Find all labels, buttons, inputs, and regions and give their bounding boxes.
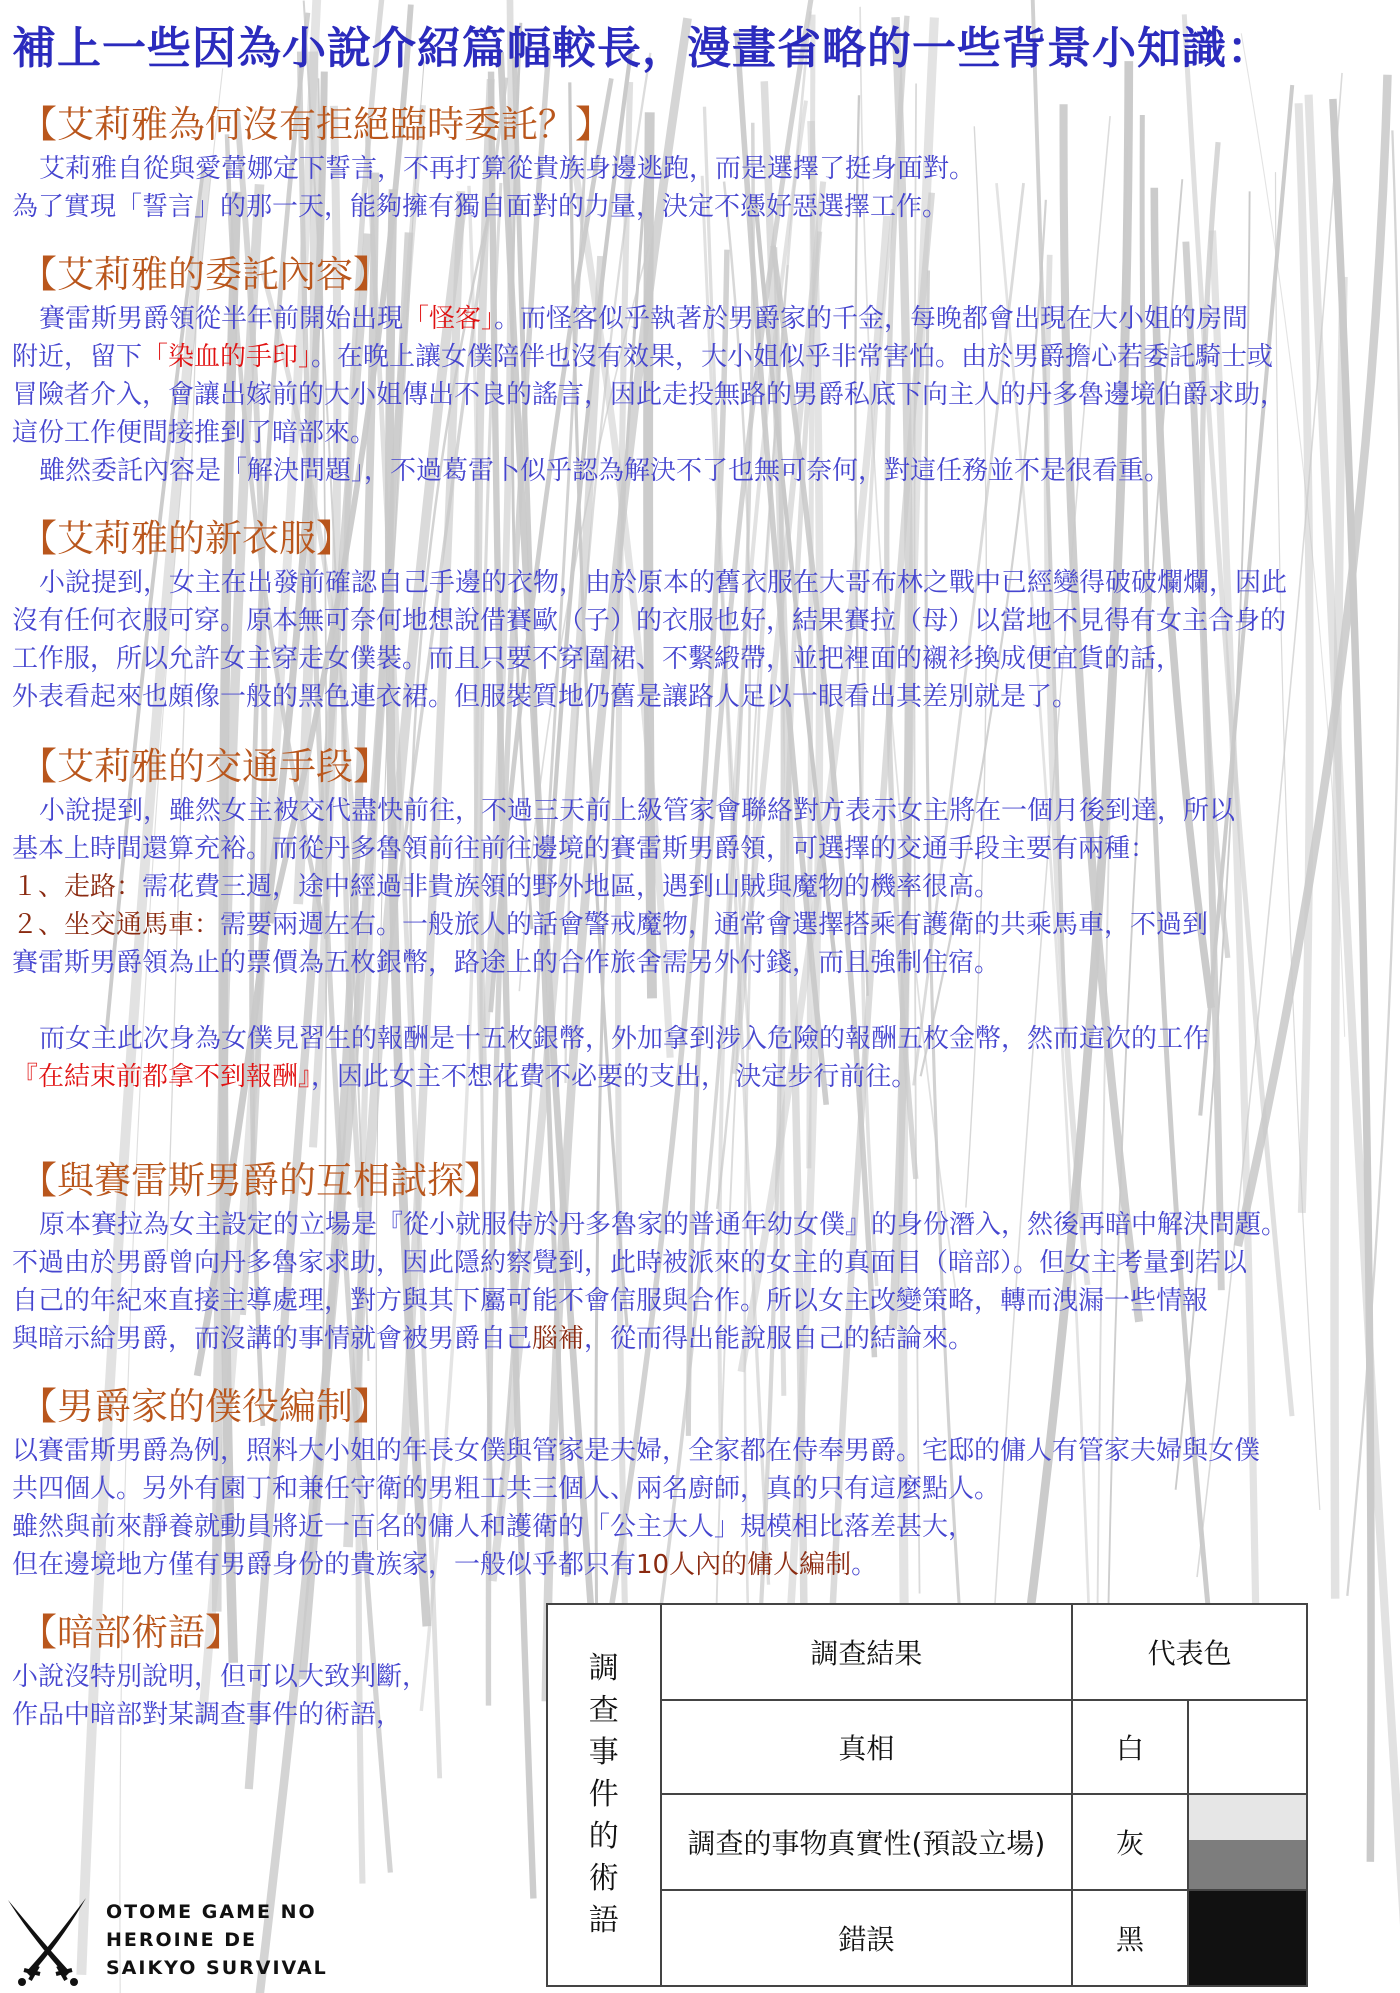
highlighted-text: 「染血的手印」 bbox=[142, 342, 312, 372]
highlighted-text: 『在結束前都拿不到報酬』 bbox=[12, 1062, 312, 1092]
body-text: 。 bbox=[851, 1550, 878, 1580]
logo-line: HEROINE DE bbox=[106, 1929, 257, 1951]
paragraph-line bbox=[12, 830, 1235, 868]
body-text: 原本賽拉為女主設定的立場是『從小就服侍於丹多魯家的普通年幼女僕』的身份潛入，然後再暗中解決問題。 bbox=[39, 1210, 1288, 1240]
series-logo bbox=[4, 1896, 334, 1988]
body-text: 賽雷斯男爵領為止的票價為五枚銀幣，路途上的合作旅舍需另外付錢，而且強制住宿。 bbox=[12, 948, 1001, 978]
body-text: ，因此女主不想花費不必要的支出， 決定步行前往。 bbox=[311, 1062, 918, 1092]
paragraph-line bbox=[12, 1546, 1260, 1584]
body-text: 沒有任何衣服可穿。原本無可奈何地想說借賽歐（子）的衣服也好，結果賽拉（母）以當地不見得有女主合身的 bbox=[12, 606, 1287, 636]
body-text: 小說沒特別說明，但可以大致判斷， bbox=[12, 1662, 429, 1692]
body-text: 附近，留下 bbox=[12, 342, 143, 372]
side-char: 件 bbox=[588, 1777, 619, 1812]
paragraph-line bbox=[12, 338, 1286, 376]
section bbox=[12, 514, 1287, 716]
body-text: 但在邊境地方僅有男爵身份的貴族家，一般似乎都只有 bbox=[12, 1550, 637, 1580]
side-char: 語 bbox=[588, 1903, 619, 1938]
color-name-cell: 灰 bbox=[1072, 1794, 1187, 1890]
crossed-swords-icon bbox=[4, 1896, 94, 1988]
paragraph-line bbox=[12, 1320, 1287, 1358]
paragraph-line bbox=[12, 1470, 1260, 1508]
paragraph-line bbox=[12, 188, 975, 226]
table-side-label bbox=[547, 1604, 661, 1986]
body-text: 雖然委託內容是「解決問題」，不過葛雷卜似乎認為解決不了也無可奈何，對這任務並不是很看重。 bbox=[39, 456, 1171, 486]
section-heading: 【暗部術語】 bbox=[20, 1611, 242, 1654]
logo-line: SAIKYO SURVIVAL bbox=[106, 1957, 328, 1979]
paragraph-line bbox=[12, 982, 1235, 1020]
paragraph-line bbox=[12, 1244, 1287, 1282]
side-char: 查 bbox=[588, 1693, 619, 1728]
header-result: 調查結果 bbox=[661, 1604, 1073, 1700]
color-swatch bbox=[1188, 1794, 1307, 1890]
highlighted-text: 腦補 bbox=[532, 1324, 585, 1354]
body-text: 艾莉雅自從與愛蕾娜定下誓言，不再打算從貴族身邊逃跑，而是選擇了挺身面對。 bbox=[39, 154, 976, 184]
body-text: 而女主此次身為女僕見習生的報酬是十五枚銀幣，外加拿到涉入危險的報酬五枚金幣，然而這次的工作 bbox=[39, 1024, 1210, 1054]
section-heading: 【男爵家的僕役編制】 bbox=[20, 1385, 390, 1428]
body-text: 以賽雷斯男爵為例，照料大小姐的年長女僕與管家是夫婦，全家都在侍奉男爵。宅邸的傭人有管家夫婦與女僕 bbox=[12, 1436, 1261, 1466]
side-char: 術 bbox=[588, 1861, 619, 1896]
body-text: 為了實現「誓言」的那一天，能夠擁有獨自面對的力量，決定不憑好惡選擇工作。 bbox=[12, 192, 949, 222]
paragraph-line bbox=[12, 1696, 428, 1734]
paragraph-line bbox=[12, 1508, 1260, 1546]
body-text: 冒險者介入，會讓出嫁前的大小姐傳出不良的謠言，因此走投無路的男爵私底下向主人的丹多魯邊境伯爵求助， bbox=[12, 380, 1287, 410]
result-cell: 調查的事物真實性(預設立場) bbox=[661, 1794, 1073, 1890]
color-name-cell: 黑 bbox=[1072, 1890, 1187, 1986]
highlighted-text: 「怪客」 bbox=[403, 304, 495, 334]
body-text: 作品中暗部對某調查事件的術語， bbox=[12, 1700, 403, 1730]
highlighted-text: ２、坐交通馬車： bbox=[12, 910, 221, 940]
body-text: 小說提到，雖然女主被交代盡快前往，不過三天前上級管家會聯絡對方表示女主將在一個月後到達，所以 bbox=[39, 796, 1236, 826]
paragraph-line bbox=[12, 300, 1286, 338]
paragraph-line bbox=[12, 1658, 428, 1696]
side-char: 調 bbox=[588, 1651, 619, 1686]
body-text: 。而怪客似乎執著於男爵家的千金，每晚都會出現在大小姐的房間 bbox=[494, 304, 1249, 334]
paragraph-line bbox=[12, 602, 1287, 640]
paragraph-line bbox=[12, 1282, 1287, 1320]
section-heading: 【艾莉雅的委託內容】 bbox=[20, 253, 390, 296]
body-text: 雖然與前來靜養就動員將近一百名的傭人和護衛的「公主大人」規模相比落差甚大， bbox=[12, 1512, 975, 1542]
table-row bbox=[547, 1890, 1307, 1986]
paragraph-line bbox=[12, 868, 1235, 906]
paragraph-line bbox=[12, 1206, 1287, 1244]
paragraph-line bbox=[12, 640, 1287, 678]
body-text: 外表看起來也頗像一般的黑色連衣裙。但服裝質地仍舊是讓路人足以一眼看出其差別就是了。 bbox=[12, 682, 1079, 712]
body-text: 不過由於男爵曾向丹多魯家求助，因此隱約察覺到，此時被派來的女主的真面目（暗部）。但女主考量到若以 bbox=[12, 1248, 1248, 1278]
table-row bbox=[547, 1700, 1307, 1794]
terminology-table bbox=[546, 1603, 1308, 1987]
result-cell: 錯誤 bbox=[661, 1890, 1073, 1986]
body-text: 。在晚上讓女僕陪伴也沒有效果，大小姐似乎非常害怕。由於男爵擔心若委託騎士或 bbox=[311, 342, 1274, 372]
section bbox=[12, 1382, 1260, 1584]
body-text: 基本上時間還算充裕。而從丹多魯領前往前往邊境的賽雷斯男爵領，可選擇的交通手段主要有兩種： bbox=[12, 834, 1157, 864]
body-text: 與暗示給男爵，而沒講的事情就會被男爵自己 bbox=[12, 1324, 533, 1354]
paragraph-line bbox=[12, 452, 1286, 490]
section-heading: 【艾莉雅的交通手段】 bbox=[20, 745, 390, 788]
section bbox=[12, 742, 1235, 1096]
paragraph-line bbox=[12, 564, 1287, 602]
paragraph-line bbox=[12, 792, 1235, 830]
paragraph-line bbox=[12, 414, 1286, 452]
body-text: 需要兩週左右。一般旅人的話會警戒魔物，通常會選擇搭乘有護衛的共乘馬車，不過到 bbox=[220, 910, 1209, 940]
section bbox=[12, 250, 1286, 490]
header-color: 代表色 bbox=[1072, 1604, 1307, 1700]
body-text: 小說提到，女主在出發前確認自己手邊的衣物，由於原本的舊衣服在大哥布林之戰中已經變得破破爛爛，因此 bbox=[39, 568, 1288, 598]
body-text: ，從而得出能說服自己的結論來。 bbox=[584, 1324, 975, 1354]
paragraph-line bbox=[12, 376, 1286, 414]
side-char: 事 bbox=[588, 1735, 619, 1770]
color-name-cell: 白 bbox=[1072, 1700, 1187, 1794]
color-swatch bbox=[1188, 1700, 1307, 1794]
page-title: 補上一些因為小說介紹篇幅較長，漫畫省略的一些背景小知識： bbox=[12, 23, 1272, 74]
logo-line: OTOME GAME NO bbox=[106, 1901, 317, 1923]
paragraph-line bbox=[12, 944, 1235, 982]
body-text: 賽雷斯男爵領從半年前開始出現 bbox=[39, 304, 404, 334]
paragraph-line bbox=[12, 1058, 1235, 1096]
result-cell: 真相 bbox=[661, 1700, 1073, 1794]
section-heading: 【與賽雷斯男爵的互相試探】 bbox=[20, 1159, 501, 1202]
paragraph-line bbox=[12, 1432, 1260, 1470]
section-heading: 【艾莉雅為何沒有拒絕臨時委託？】 bbox=[20, 103, 612, 146]
body-text: 需花費三週，途中經過非貴族領的野外地區，遇到山賊與魔物的機率很高。 bbox=[142, 872, 1001, 902]
section bbox=[12, 100, 975, 226]
paragraph-line bbox=[12, 906, 1235, 944]
body-text: 這份工作便間接推到了暗部來。 bbox=[12, 418, 377, 448]
body-text: 工作服，所以允許女主穿走女僕裝。而且只要不穿圍裙、不繫緞帶，並把裡面的襯衫換成便宜貨的話， bbox=[12, 644, 1183, 674]
highlighted-text: 10人內的傭人編制 bbox=[636, 1550, 852, 1580]
body-text: 自己的年紀來直接主導處理，對方與其下屬可能不會信服與合作。所以女主改變策略，轉而洩漏一些情報 bbox=[12, 1286, 1209, 1316]
table-row bbox=[547, 1794, 1307, 1890]
paragraph-line bbox=[12, 150, 975, 188]
paragraph-line bbox=[12, 1020, 1235, 1058]
section bbox=[12, 1156, 1287, 1358]
section bbox=[12, 1608, 428, 1734]
side-char: 的 bbox=[588, 1819, 619, 1854]
color-swatch bbox=[1188, 1890, 1307, 1986]
section-heading: 【艾莉雅的新衣服】 bbox=[20, 517, 353, 560]
paragraph-line bbox=[12, 678, 1287, 716]
logo-text bbox=[106, 1898, 328, 1982]
highlighted-text: １、走路： bbox=[12, 872, 143, 902]
body-text: 共四個人。另外有園丁和兼任守衛的男粗工共三個人、兩名廚師，真的只有這麼點人。 bbox=[12, 1474, 1001, 1504]
